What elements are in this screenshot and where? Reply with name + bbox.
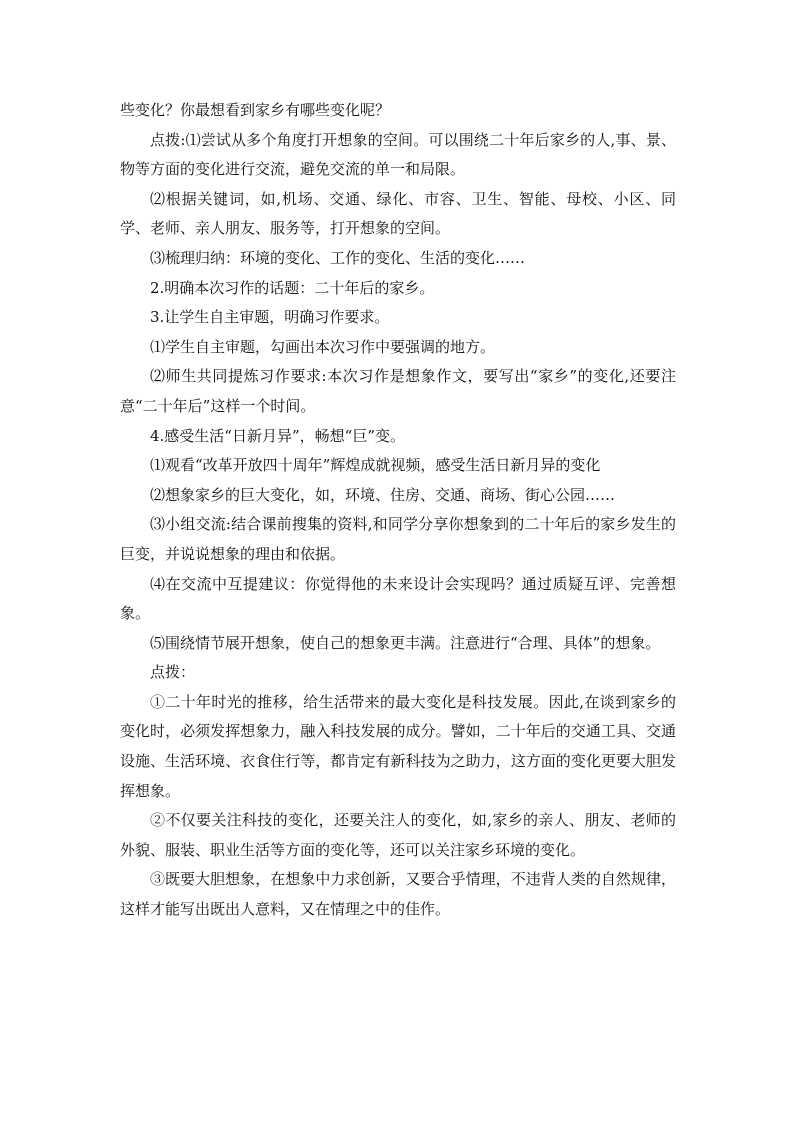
paragraph-step-3-2: ⑵师生共同提炼习作要求:本次习作是想象作文，要写出“家乡”的变化,还要注意“二十年后”这样一个时间。 — [120, 367, 676, 415]
paragraph-tip-point-3: ③既要大胆想象，在想象中力求创新，又要合乎情理，不违背人类的自然规律，这样才能写出既出人意料，又在情理之中的佳作。 — [120, 870, 676, 919]
paragraph-step-4-1: ⑴观看“改革开放四十周年”辉煌成就视频，感受生活日新月异的变化 — [150, 456, 601, 475]
paragraph-tip-1: 点拨:⑴尝试从多个角度打开想象的空间。可以围绕二十年后家乡的人,事、景、物等方面的变化进行交流，避免交流的单一和局限。 — [120, 130, 676, 179]
paragraph-step-3-1: ⑴学生自主审题，勾画出本次习作中要强调的地方。 — [150, 337, 496, 356]
paragraph-continuation: 些变化？你最想看到家乡有哪些变化呢？ — [120, 101, 391, 119]
paragraph-step-4-5: ⑸围绕情节展开想象，使自己的想象更丰满。注意进行“合理、具体”的想象。 — [150, 633, 661, 652]
paragraph-summary: ⑶梳理归纳：环境的变化、工作的变化、生活的变化…… — [150, 248, 526, 267]
paragraph-step-4: 4.感受生活“日新月异”，畅想“巨”变。 — [150, 426, 405, 445]
paragraph-step-4-4: ⑷在交流中互提建议：你觉得他的未来设计会实现吗？通过质疑互评、完善想象。 — [120, 574, 676, 623]
paragraph-tip-heading: 点拨： — [150, 663, 196, 682]
document-body — [120, 96, 676, 925]
paragraph-step-2: 2.明确本次习作的话题：二十年后的家乡。 — [150, 278, 435, 297]
paragraph-step-3: 3.让学生自主审题，明确习作要求。 — [150, 308, 390, 327]
paragraph-step-4-3: ⑶小组交流:结合课前搜集的资料,和同学分享你想象到的二十年后的家乡发生的巨变，并说说想象的理由和依据。 — [120, 515, 676, 563]
paragraph-tip-point-1: ①二十年时光的推移，给生活带来的最大变化是科技发展。因此,在谈到家乡的变化时，必须发挥想象力，融入科技发展的成分。譬如，二十年后的交通工具、交通设施、生活环境、衣食住行等，都肯定有新科技为之助力，这方面的变化更要大胆发挥想象。 — [120, 692, 676, 800]
paragraph-tip-point-2: ②不仅要关注科技的变化，还要关注人的变化，如,家乡的亲人、朋友、老师的外貌、服装、职业生活等方面的变化等，还可以关注家乡环境的变化。 — [120, 811, 676, 859]
paragraph-step-4-2: ⑵想象家乡的巨大变化，如，环境、住房、交通、商场、街心公园…… — [150, 485, 616, 504]
paragraph-keywords: ⑵根据关键词，如,机场、交通、绿化、市容、卫生、智能、母校、小区、同学、老师、亲人朋友、服务等，打开想象的空间。 — [120, 189, 676, 238]
